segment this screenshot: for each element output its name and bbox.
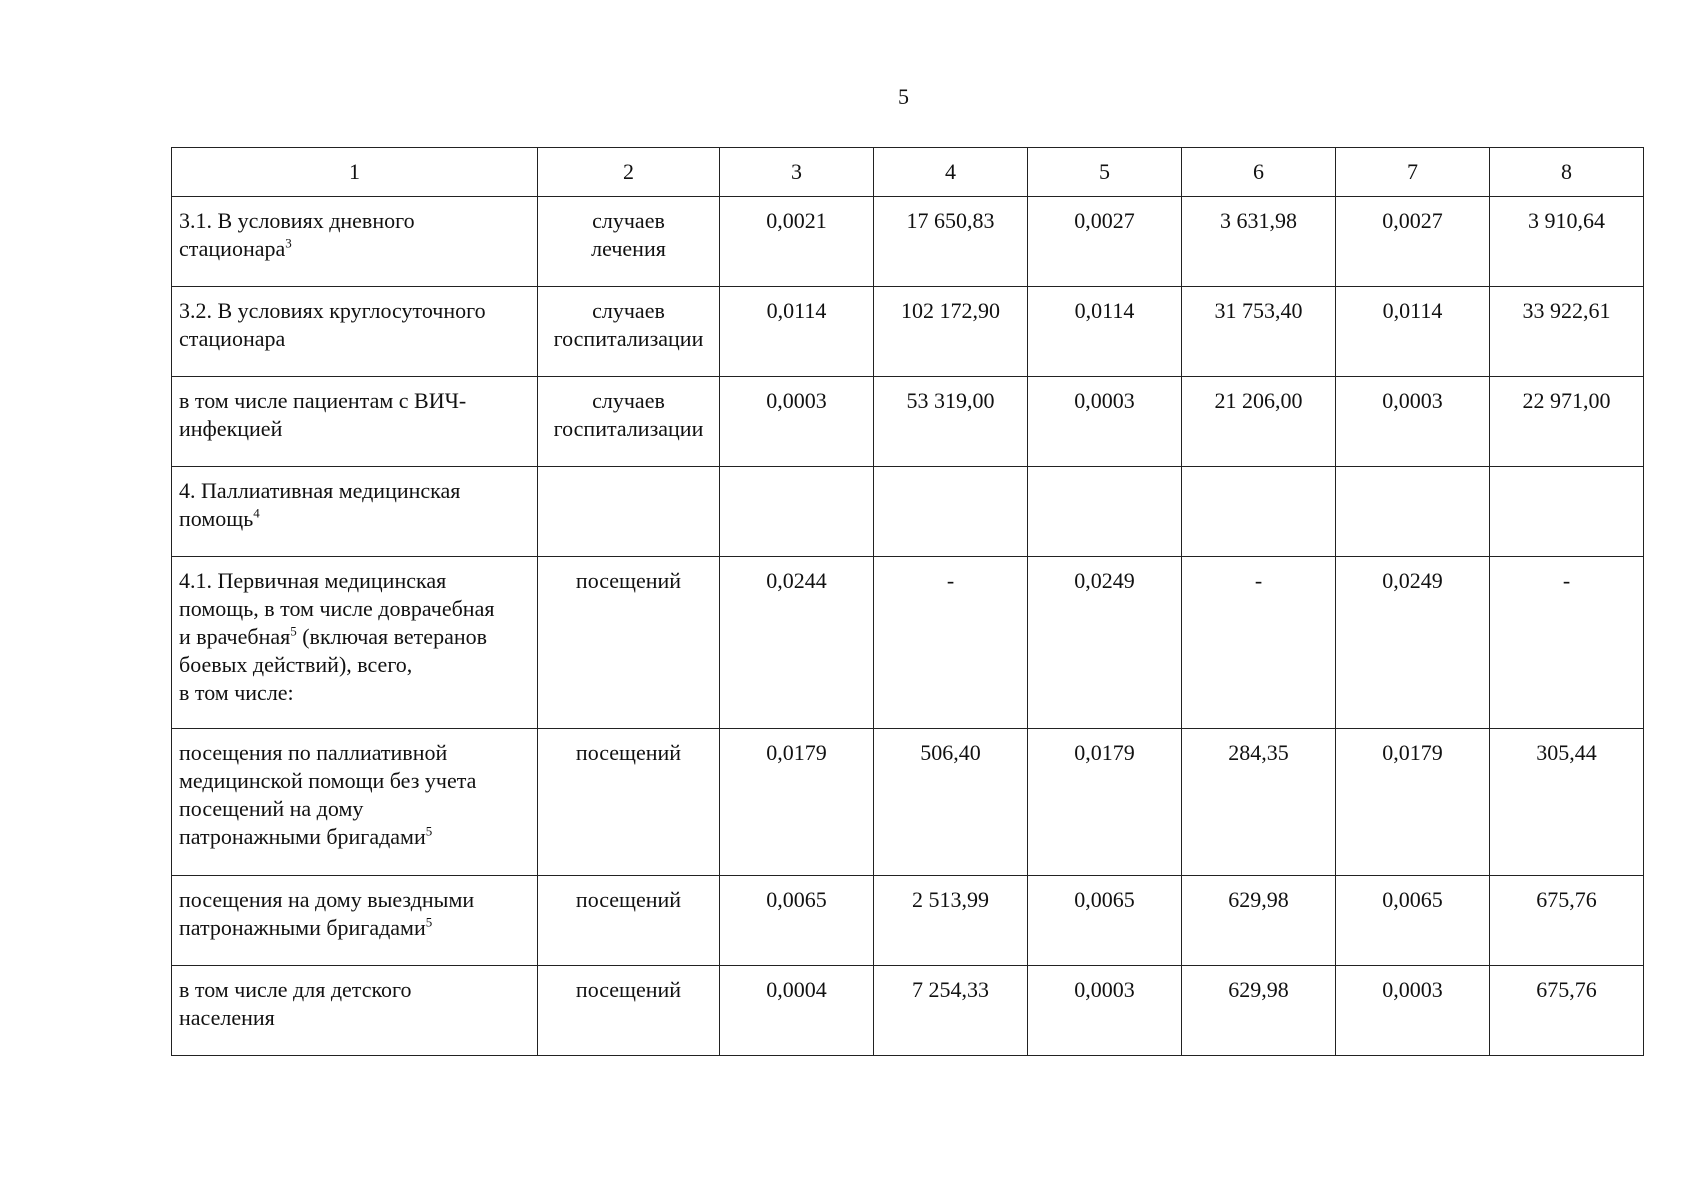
table-row [172, 467, 1644, 557]
value-cell: 0,0065 [720, 876, 874, 966]
value-cell: 305,44 [1490, 729, 1644, 876]
value-cell: 21 206,00 [1182, 377, 1336, 467]
unit-cell [538, 467, 720, 557]
unit-cell: посещений [538, 729, 720, 876]
value-cell: - [1182, 557, 1336, 729]
table-row [172, 557, 1644, 729]
unit-cell: случаев госпитализации [538, 287, 720, 377]
row-label: 3.1. В условиях дневного стационара$^3$ [172, 197, 538, 287]
column-number: 3 [720, 148, 874, 197]
column-number-row [172, 148, 1644, 197]
value-cell [1182, 467, 1336, 557]
row-label: в том числе для детского населения [172, 966, 538, 1056]
value-cell: 675,76 [1490, 876, 1644, 966]
value-cell: 0,0003 [1028, 377, 1182, 467]
value-cell: 33 922,61 [1490, 287, 1644, 377]
value-cell [720, 467, 874, 557]
table-row [172, 966, 1644, 1056]
value-cell: 0,0003 [1336, 966, 1490, 1056]
unit-cell: посещений [538, 966, 720, 1056]
value-cell: 0,0027 [1336, 197, 1490, 287]
value-cell [1028, 467, 1182, 557]
value-cell: 0,0003 [1028, 966, 1182, 1056]
row-label: посещения по паллиативной медицинской помощи без учета посещений на дому патронажными бригадами$^5$ [172, 729, 538, 876]
unit-cell: случаев лечения [538, 197, 720, 287]
value-cell: 629,98 [1182, 876, 1336, 966]
row-label: 4.1. Первичная медицинская помощь, в том числе доврачебная и врачебная$^5$ (включая ветеранов боевых действий), всего, в том числе: [172, 557, 538, 729]
value-cell: 284,35 [1182, 729, 1336, 876]
table-row [172, 876, 1644, 966]
value-cell: 7 254,33 [874, 966, 1028, 1056]
value-cell [1336, 467, 1490, 557]
value-cell: 0,0065 [1028, 876, 1182, 966]
table-row [172, 287, 1644, 377]
row-label: в том числе пациентам с ВИЧ- инфекцией [172, 377, 538, 467]
page-number: 5 [898, 84, 909, 109]
row-label: 4. Паллиативная медицинская помощь$^4$ [172, 467, 538, 557]
unit-cell: посещений [538, 876, 720, 966]
value-cell: 0,0021 [720, 197, 874, 287]
column-number: 7 [1336, 148, 1490, 197]
value-cell: - [1490, 557, 1644, 729]
value-cell: 675,76 [1490, 966, 1644, 1056]
value-cell: 3 631,98 [1182, 197, 1336, 287]
row-label: 3.2. В условиях круглосуточного стационара [172, 287, 538, 377]
column-number: 2 [538, 148, 720, 197]
column-number: 1 [172, 148, 538, 197]
value-cell: 0,0179 [1028, 729, 1182, 876]
unit-cell: случаев госпитализации [538, 377, 720, 467]
value-cell: 0,0249 [1336, 557, 1490, 729]
value-cell: 0,0004 [720, 966, 874, 1056]
value-cell: 102 172,90 [874, 287, 1028, 377]
value-cell: 31 753,40 [1182, 287, 1336, 377]
unit-cell: посещений [538, 557, 720, 729]
data-table [171, 147, 1644, 1056]
column-number: 5 [1028, 148, 1182, 197]
column-number: 6 [1182, 148, 1336, 197]
value-cell: 22 971,00 [1490, 377, 1644, 467]
value-cell: 0,0027 [1028, 197, 1182, 287]
value-cell: 0,0114 [1028, 287, 1182, 377]
column-number: 8 [1490, 148, 1644, 197]
table-row [172, 377, 1644, 467]
value-cell [874, 467, 1028, 557]
row-label: посещения на дому выездными патронажными бригадами$^5$ [172, 876, 538, 966]
value-cell: 53 319,00 [874, 377, 1028, 467]
value-cell: 17 650,83 [874, 197, 1028, 287]
value-cell [1490, 467, 1644, 557]
value-cell: 629,98 [1182, 966, 1336, 1056]
value-cell: 0,0114 [1336, 287, 1490, 377]
value-cell: 0,0065 [1336, 876, 1490, 966]
value-cell: 506,40 [874, 729, 1028, 876]
value-cell: 0,0249 [1028, 557, 1182, 729]
value-cell: 0,0114 [720, 287, 874, 377]
value-cell: 0,0003 [720, 377, 874, 467]
value-cell: 0,0179 [1336, 729, 1490, 876]
value-cell: 0,0179 [720, 729, 874, 876]
value-cell: 0,0003 [1336, 377, 1490, 467]
table-row [172, 197, 1644, 287]
value-cell: - [874, 557, 1028, 729]
value-cell: 3 910,64 [1490, 197, 1644, 287]
table-row [172, 729, 1644, 876]
value-cell: 0,0244 [720, 557, 874, 729]
value-cell: 2 513,99 [874, 876, 1028, 966]
column-number: 4 [874, 148, 1028, 197]
